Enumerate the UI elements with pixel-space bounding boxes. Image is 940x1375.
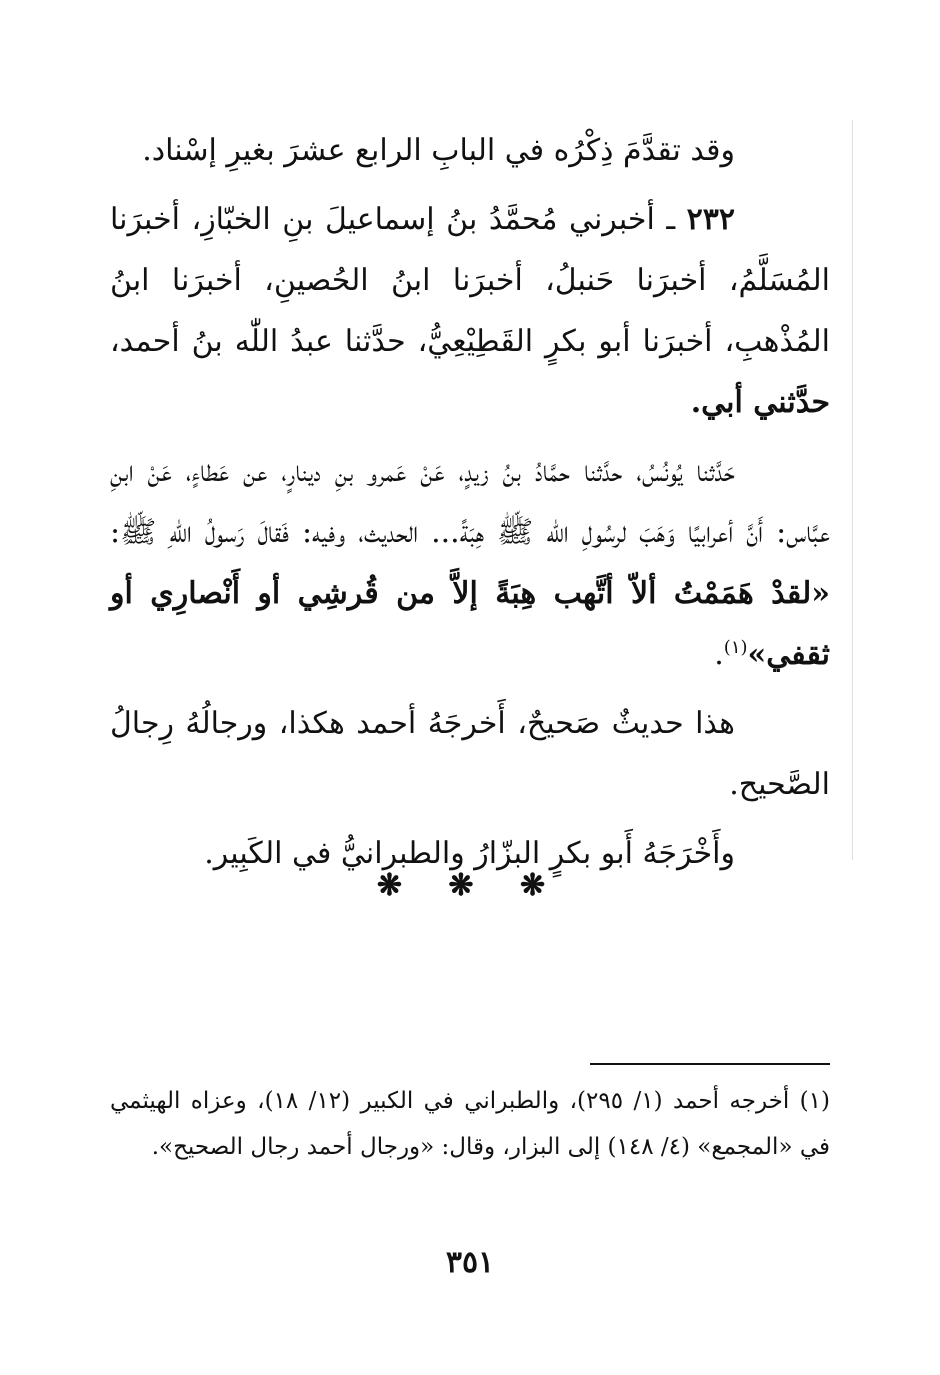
hadith-chain-end: حدَّثني أبي. bbox=[690, 385, 830, 420]
footnotes bbox=[110, 1078, 830, 1170]
paragraph-grading-text: هذا حديثٌ صَحيحٌ، أَخرجَهُ أحمد هكذا، ورجالُهُ رِجالُ الصَّحيح. bbox=[110, 706, 830, 802]
hadith-number: ٢٣٢ bbox=[686, 202, 735, 237]
footnote-divider bbox=[590, 1063, 830, 1065]
page-number: ٣٥١ bbox=[445, 1245, 495, 1280]
paragraph-intro bbox=[110, 120, 830, 181]
paragraph-hadith-text bbox=[110, 441, 830, 685]
footnote-reference: (١) bbox=[723, 637, 748, 658]
hadith-chain-text: ـ أخبرني مُحمَّدُ بنُ إسماعيلَ بنِ الخبّازِ، أخبرَنا المُسَلَّمُ، أخبرَنا حَنبلُ، أخبرَنا ابنُ الحُصينِ، أخبرَنا ابنُ المُذْهبِ، أخبرَنا أبو بكرٍ القَطِيْعِيُّ، حدَّثنا عبدُ اللّٰه بنُ أحمد، bbox=[110, 202, 830, 359]
hadith-quote: «لقدْ هَمَمْتُ ألاّ أتَّهب هِبَةً إلاَّ من قُرشِي أو أَنْصارِي أو ثقفي» bbox=[110, 576, 830, 672]
hadith-text: حَدَّثنا يُونُسُ، حدَّثنا حمَّادُ بنُ زيدٍ، عَنْ عَمرو بنِ دينارٍ، عن عَطاءٍ، عَنْ ابنِ عبَّاس: أَنَّ أعرابيًا وَهَبَ لرسُولِ اللّٰه ﷺ هِبَةً... الحديث، وفيه: فَقالَ رَسولُ اللّٰهِ ﷺ: bbox=[110, 454, 830, 550]
section-separator: ❋ ❋ ❋ bbox=[376, 868, 564, 903]
footnote-item: (١) أخرجه أحمد (١/ ٢٩٥)، والطبراني في الكبير (١٢/ ١٨)، وعزاه الهيثمي في «المجمع» (٤/ ١٤٨) إلى البزار، وقال: «ورجال أحمد رجال الصحيح». bbox=[110, 1088, 830, 1160]
page-edge-line bbox=[852, 120, 853, 860]
hadith-text-end: . bbox=[714, 637, 724, 672]
main-text bbox=[110, 120, 830, 892]
paragraph-sources-text: وأَخْرَجَهُ أَبو بكرٍ البزّارُ والطبرانيُّ في الكَبِير. bbox=[204, 836, 735, 871]
paragraph-hadith-chain bbox=[110, 189, 830, 433]
paragraph-grading bbox=[110, 693, 830, 815]
paragraph-intro-text: وقد تقدَّمَ ذِكْرُه في البابِ الرابع عشرَ بغيرِ إسْناد. bbox=[142, 133, 735, 168]
